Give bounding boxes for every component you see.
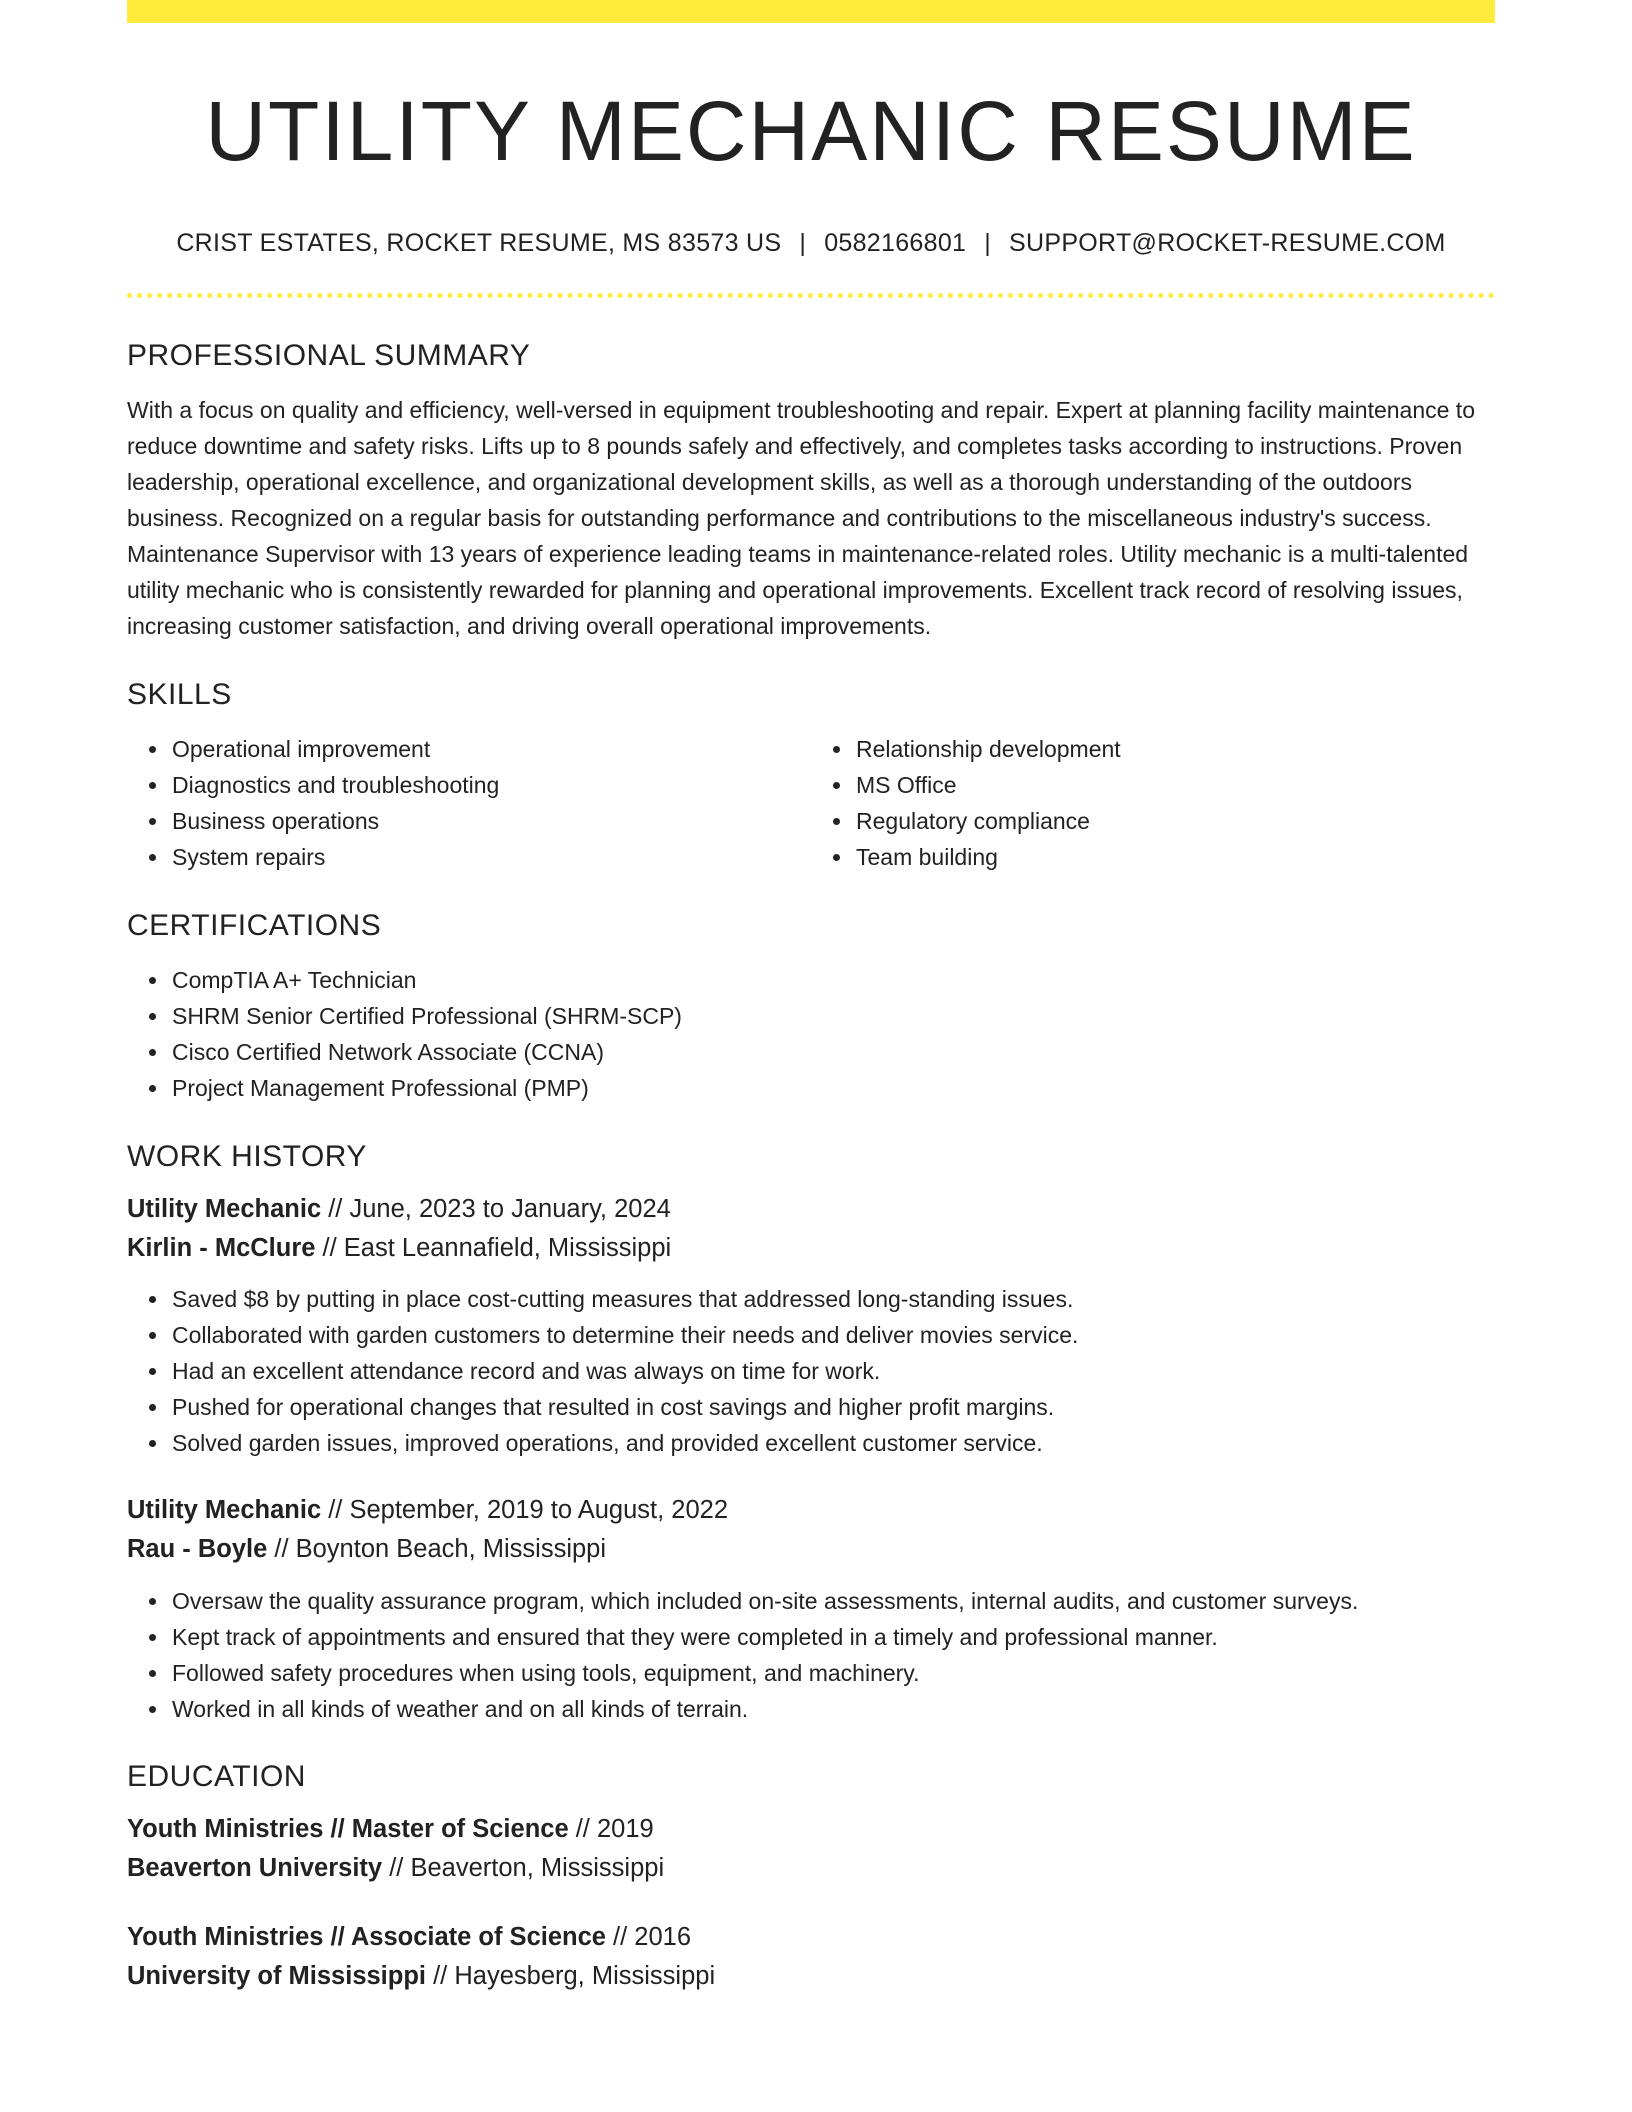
section-title-summary: PROFESSIONAL SUMMARY	[127, 339, 531, 373]
education-degree: Youth Ministries // Master of Science	[127, 1815, 569, 1844]
separator: |	[984, 229, 992, 258]
job-company: Kirlin - McClure	[127, 1234, 316, 1263]
top-accent-bar	[127, 0, 1495, 23]
skill-item: • Business operations	[170, 803, 811, 839]
certification-item: • CompTIA A+ Technician	[170, 962, 1495, 998]
job-location: // East Leannafield, Mississippi	[315, 1234, 672, 1263]
education-degree-line	[127, 1810, 1495, 1849]
job-bullet: • Worked in all kinds of weather and on all kinds of terrain.	[170, 1691, 1495, 1727]
education-location: // Beaverton, Mississippi	[382, 1854, 665, 1883]
skills-list-left	[127, 731, 811, 875]
education-entry	[127, 1918, 1495, 1996]
skill-item: • System repairs	[170, 839, 811, 875]
phone[interactable]: 0582166801	[824, 229, 967, 258]
email[interactable]: SUPPORT@ROCKET-RESUME.COM	[1009, 229, 1446, 258]
address: CRIST ESTATES, ROCKET RESUME, MS 83573 US	[176, 229, 782, 258]
skill-item: • MS Office	[854, 767, 1495, 803]
job-title-line	[127, 1190, 1495, 1229]
job-bullet: • Kept track of appointments and ensured that they were completed in a timely and professional manner.	[170, 1619, 1495, 1655]
job-dates: // June, 2023 to January, 2024	[321, 1195, 671, 1224]
job-location: // Boynton Beach, Mississippi	[267, 1535, 607, 1564]
job-entry	[127, 1491, 1495, 1727]
separator: |	[799, 229, 807, 258]
skill-item: • Regulatory compliance	[854, 803, 1495, 839]
job-role: Utility Mechanic	[127, 1496, 322, 1525]
certification-item: • Project Management Professional (PMP)	[170, 1070, 1495, 1106]
job-dates: // September, 2019 to August, 2022	[321, 1496, 729, 1525]
skill-item: • Team building	[854, 839, 1495, 875]
job-company-line	[127, 1229, 1495, 1268]
skill-item: • Operational improvement	[170, 731, 811, 767]
education-school: Beaverton University	[127, 1854, 383, 1883]
contact-line	[127, 229, 1495, 258]
section-title-work-history: WORK HISTORY	[127, 1140, 367, 1174]
certification-item: • SHRM Senior Certified Professional (SHRM-SCP)	[170, 998, 1495, 1034]
education-year: // 2019	[568, 1815, 654, 1844]
education-school-line	[127, 1957, 1495, 1996]
job-role: Utility Mechanic	[127, 1195, 322, 1224]
job-entry	[127, 1190, 1495, 1461]
job-bullet: • Had an excellent attendance record and was always on time for work.	[170, 1353, 1495, 1389]
job-bullet: • Collaborated with garden customers to determine their needs and deliver movies service.	[170, 1317, 1495, 1353]
section-title-skills: SKILLS	[127, 678, 232, 712]
job-bullet: • Followed safety procedures when using tools, equipment, and machinery.	[170, 1655, 1495, 1691]
education-school: University of Mississippi	[127, 1962, 427, 1991]
education-location: // Hayesberg, Mississippi	[426, 1962, 716, 1991]
job-company-line	[127, 1530, 1495, 1569]
certifications-list	[127, 962, 1495, 1106]
certification-item: • Cisco Certified Network Associate (CCNA)	[170, 1034, 1495, 1070]
education-school-line	[127, 1849, 1495, 1888]
job-bullet: • Pushed for operational changes that resulted in cost savings and higher profit margins.	[170, 1389, 1495, 1425]
skill-item: • Relationship development	[854, 731, 1495, 767]
skills-list-right	[811, 731, 1495, 875]
education-year: // 2016	[605, 1923, 692, 1952]
skills-grid	[127, 731, 1495, 875]
job-company: Rau - Boyle	[127, 1535, 268, 1564]
skill-item: • Diagnostics and troubleshooting	[170, 767, 811, 803]
section-title-education: EDUCATION	[127, 1760, 306, 1794]
education-degree: Youth Ministries // Associate of Science	[127, 1923, 606, 1952]
education-degree-line	[127, 1918, 1495, 1957]
resume-title: UTILITY MECHANIC RESUME	[205, 84, 1417, 178]
section-title-certifications: CERTIFICATIONS	[127, 909, 382, 943]
job-bullet: • Oversaw the quality assurance program, which included on-site assessments, internal audits, and customer surveys.	[170, 1583, 1495, 1619]
resume-page	[127, 0, 1495, 1996]
job-bullet: • Saved $8 by putting in place cost-cutting measures that addressed long-standing issues.	[170, 1281, 1495, 1317]
summary-text: With a focus on quality and efficiency, well-versed in equipment troubleshooting and repair. Expert at planning facility maintenance to reduce downtime and safety risks. Lifts up to 8 pounds safely and effectively, and completes tasks according to instructions. Proven leadership, operational excellence, and organizational development skills, as well as a thorough understanding of the outdoors business. Recognized on a regular basis for outstanding performance and contributions to the miscellaneous industry's success. Maintenance Supervisor with 13 years of experience leading teams in maintenance-related roles. Utility mechanic is a multi-talented utility mechanic who is consistently rewarded for planning and operational improvements. Excellent track record of resolving issues, increasing customer satisfaction, and driving overall operational improvements.	[127, 397, 1475, 640]
job-bullet: • Solved garden issues, improved operations, and provided excellent customer service.	[170, 1425, 1495, 1461]
job-title-line	[127, 1491, 1495, 1530]
dotted-divider	[127, 293, 1495, 298]
job-bullets	[127, 1281, 1495, 1461]
education-entry	[127, 1810, 1495, 1888]
job-bullets	[127, 1583, 1495, 1727]
